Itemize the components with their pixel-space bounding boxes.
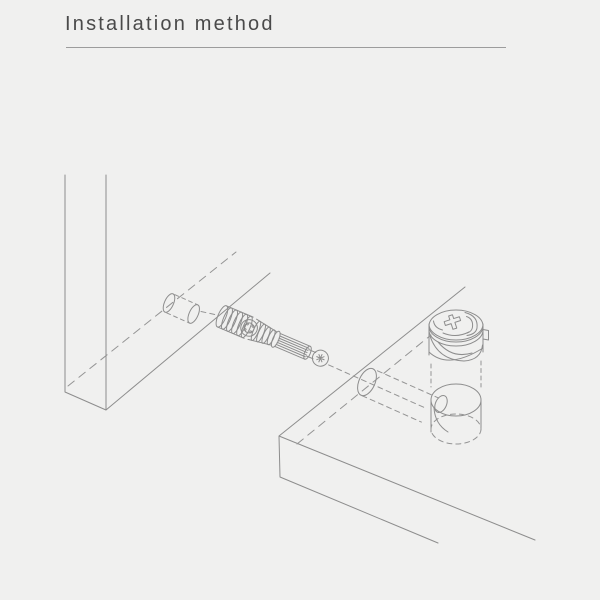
page-title: Installation method: [65, 13, 275, 35]
bolt-axis-dashline-left: [201, 312, 217, 316]
cam-drive-cross: [443, 313, 463, 331]
cam-lock-fitting: [429, 310, 489, 361]
panel-dowel-hole: [161, 292, 202, 325]
cam-drop-dashlines: [431, 361, 481, 387]
edge-bolt-hole-channel: [323, 352, 439, 425]
panel-guide-dashline: [68, 252, 236, 386]
bottom-panel: [279, 287, 535, 543]
cam-seat-hole: [431, 384, 481, 444]
side-panel: [65, 175, 270, 410]
connecting-cam-bolt: [214, 304, 333, 372]
